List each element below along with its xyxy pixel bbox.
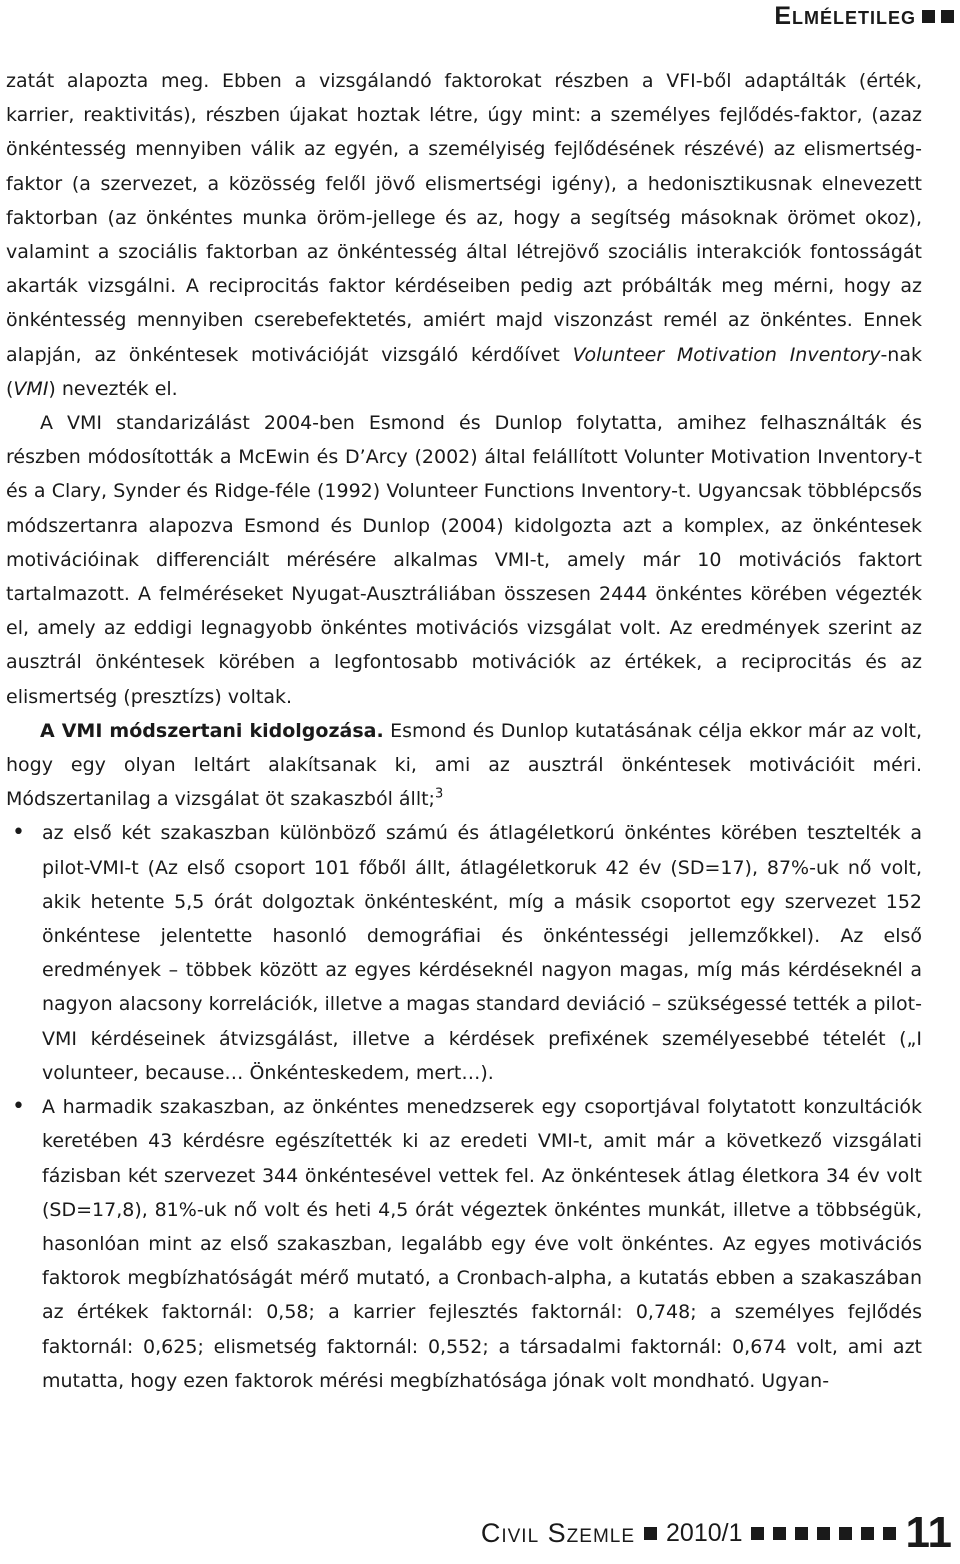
section-title: Elméletileg bbox=[774, 2, 916, 30]
square-bullet-icon bbox=[751, 1527, 764, 1540]
paragraph-3: A VMI módszertani kidolgozása. Esmond és Dunlop kutatásának célja ekkor már az volt, hogy egy olyan leltárt alakítsanak ki, ami az ausztrál önkéntesek motivációit méri. Módszertanilag a vizsgálat öt szakaszból állt;$^3$ bbox=[6, 719, 922, 811]
square-bullet-icon bbox=[644, 1527, 657, 1540]
vmi-abbreviation: VMI bbox=[13, 377, 49, 400]
square-bullet-icon bbox=[883, 1527, 896, 1540]
square-bullet-icon bbox=[861, 1527, 874, 1540]
issue-number: 2010/1 bbox=[666, 1518, 743, 1547]
page-number: 11 bbox=[905, 1508, 952, 1557]
square-bullet-icon bbox=[839, 1527, 852, 1540]
inventory-name: Volunteer Motivation Inventory bbox=[572, 343, 881, 366]
paragraph-2: A VMI standarizálást 2004-ben Esmond és Dunlop folytatta, amihez felhasználták és részben módosították a McEwin és D’Arcy (2002) által felállított Volunter Motivation Inventory-t és a Clary, Synder és Ridge-féle (1992) Volunteer Functions Inventory-t. Ugyancsak többlépcsős módszertanra alapozva Esmond és Dunlop (2004) kidolgozta azt a komplex, az önkéntesek motivációinak differenciált mérésére alkalmas VMI-t, amely már 10 motivációs faktort tartalmazott. A felméréseket Nyugat-Ausztráliában összesen 2444 önkéntes körében végezték el, amely az eddigi legnagyobb önkéntes motivációs vizsgálat volt. Az eredmények szerint az ausztrál önkéntesek körében a legfontosabb motivációk az értékek, a reciprocitás és az elismertség (presztízs) voltak. bbox=[6, 412, 922, 708]
list-item: • A harmadik szakaszban, az önkéntes menedzserek egy csoportjával folytatott konzultációk keretében 43 kérdésre egészítették ki az eredeti VMI-t, amit már a következő vizsgálati fázisban két szervezet 344 önkéntesével vettek fel. Az önkéntesek átlag életkora 34 év volt (SD=17,8), 81%-uk nő volt és heti 4,5 órát végeztek önkéntes munkát, illetve a többségük, hasonlóan mint az első szakaszban, legalább egy éve volt önkéntes. Az egyes motivációs faktorok megbízhatóságát mérő mutató, a Cronbach-alpha, a kutatás ebben a szakaszában az értékek faktornál: 0,58; a karrier fejlesztés faktornál: 0,748; a személyes fejlődés faktornál: 0,625; elismetség faktornál: 0,552; a társadalmi faktornál: 0,674 volt, ami azt mutatta, hogy ezen faktorok mérési megbízhatósága jónak volt mondható. Ugyan- bbox=[6, 1090, 922, 1398]
footnote-ref: 3 bbox=[434, 786, 444, 802]
square-bullet-icon bbox=[941, 10, 954, 23]
journal-title: Civil Szemle bbox=[480, 1517, 636, 1548]
bullet-list bbox=[6, 816, 922, 1397]
square-bullet-icon bbox=[922, 10, 935, 23]
square-bullet-icon bbox=[817, 1527, 830, 1540]
running-footer bbox=[481, 1508, 952, 1558]
list-item: • az első két szakaszban különböző számú és átlagéletkorú önkéntes körében tesztelték a pilot-VMI-t (Az első csoport 101 főből állt, átlagéletkoruk 42 év (SD=17), 87%-uk nő volt, akik hetente 5,5 órát dolgoztak önkéntesként, míg a másik csoportot egy szervezet 152 önkéntese jelentette hasonló demográfiai és önkéntességi jellemzőkkel). Az első eredmények – többek között az egyes kérdéseknél nagyon magas, míg más kérdéseknél a nagyon alacsony korrelációk, illetve a magas standard deviáció – szükségessé tették a pilot-VMI kérdéseinek átvizsgálást, illetve a kérdések prefixének személyesebbé tételét („I volunteer, because… Önkénteskedem, mert…). bbox=[6, 816, 922, 1090]
article-body bbox=[6, 64, 922, 1398]
square-bullet-icon bbox=[773, 1527, 786, 1540]
square-bullet-icon bbox=[795, 1527, 808, 1540]
paragraph-1: zatát alapozta meg. Ebben a vizsgálandó faktorokat részben a VFI-ből adaptálták (érték, karrier, reaktivitás), részben újakat hoztak létre, úgy mint: a személyes fejlődés-faktor, (azaz önkéntesség mennyiben válik az egyén, a személyiség fejlődésének részévé) az elismertség-faktor (a szervezet, a közösség felől jövő elismertségi igény), a hedonisztikusnak elnevezett faktorban (az önkéntes munka öröm-jellege és az, hogy a segítség másoknak örömet okoz), valamint a szociális faktorban az önkéntesség által létrejövő szociális interakciók fontosságát akarták vizsgálni. A reciprocitás faktor kérdéseiben pedig azt próbálták meg mérni, hogy az önkéntesség mennyiben cserebefektetés, amiért majd viszonzást remél az önkéntes. Ennek alapján, az önkéntesek motivációját vizsgáló kérdőívet Volunteer Motivation Inventory-nak (VMI) nevezték el. bbox=[6, 70, 922, 400]
subsection-lead: A VMI módszertani kidolgozása. bbox=[40, 719, 384, 742]
running-header bbox=[774, 2, 954, 31]
